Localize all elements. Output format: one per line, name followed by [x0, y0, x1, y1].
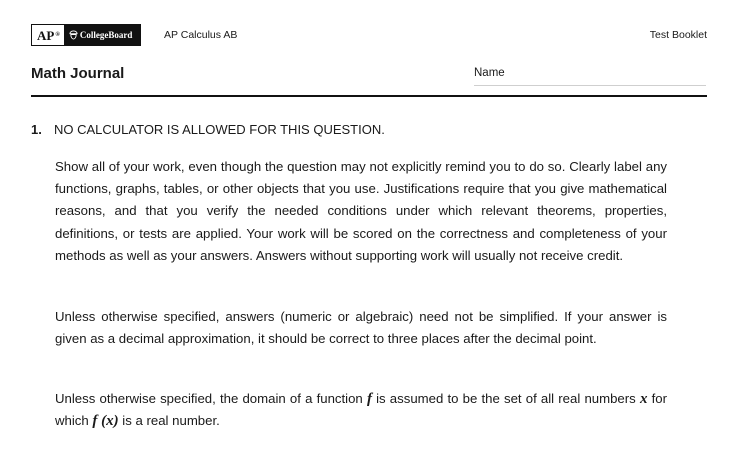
question-heading: NO CALCULATOR IS ALLOWED FOR THIS QUESTION.	[54, 122, 385, 137]
acorn-icon	[69, 30, 78, 40]
math-symbol-f: f	[366, 391, 372, 407]
booklet-label: Test Booklet	[649, 29, 707, 41]
domain-text-3: for which	[55, 391, 667, 429]
ap-logo-text: AP	[37, 27, 55, 43]
page-title: Math Journal	[31, 65, 125, 82]
domain-text-4: is a real number.	[118, 413, 220, 429]
ap-collegeboard-logo	[31, 24, 141, 46]
math-symbol-x: x	[639, 391, 648, 407]
header-divider	[31, 95, 707, 97]
course-name: AP Calculus AB	[164, 29, 238, 41]
domain-text-2: is assumed to be the set of all real numbers	[371, 391, 640, 406]
page-header	[31, 24, 707, 46]
registered-mark: ®	[55, 31, 60, 38]
instructions-paragraph-domain	[55, 388, 667, 432]
question-number: 1.	[31, 122, 42, 137]
domain-text-1: Unless otherwise specified, the domain of a function	[55, 391, 367, 406]
collegeboard-logo-mark	[64, 25, 141, 45]
name-label: Name	[474, 67, 505, 79]
collegeboard-logo-text: CollegeBoard	[79, 29, 133, 40]
ap-logo-mark	[32, 25, 64, 45]
name-field-line[interactable]	[474, 85, 706, 86]
instructions-paragraph-answers: Unless otherwise specified, answers (numeric or algebraic) need not be simplified. If your answer is given as a decimal approximation, it should be correct to three places after the decimal point.	[55, 309, 667, 347]
instructions-paragraph-work: Show all of your work, even though the question may not explicitly remind you to do so. Clearly label any functions, graphs, tables, or other objects that you use. Justifications require that you give mathematical reasons, and that you verify the needed conditions under which relevant theorems, properties, definitions, or tests are applied. Your work will be scored on the correctness and completeness of your methods as well as your answers. Answers without supporting work will usually not receive credit.	[55, 159, 667, 263]
math-symbol-fx: f (x)	[92, 413, 119, 430]
